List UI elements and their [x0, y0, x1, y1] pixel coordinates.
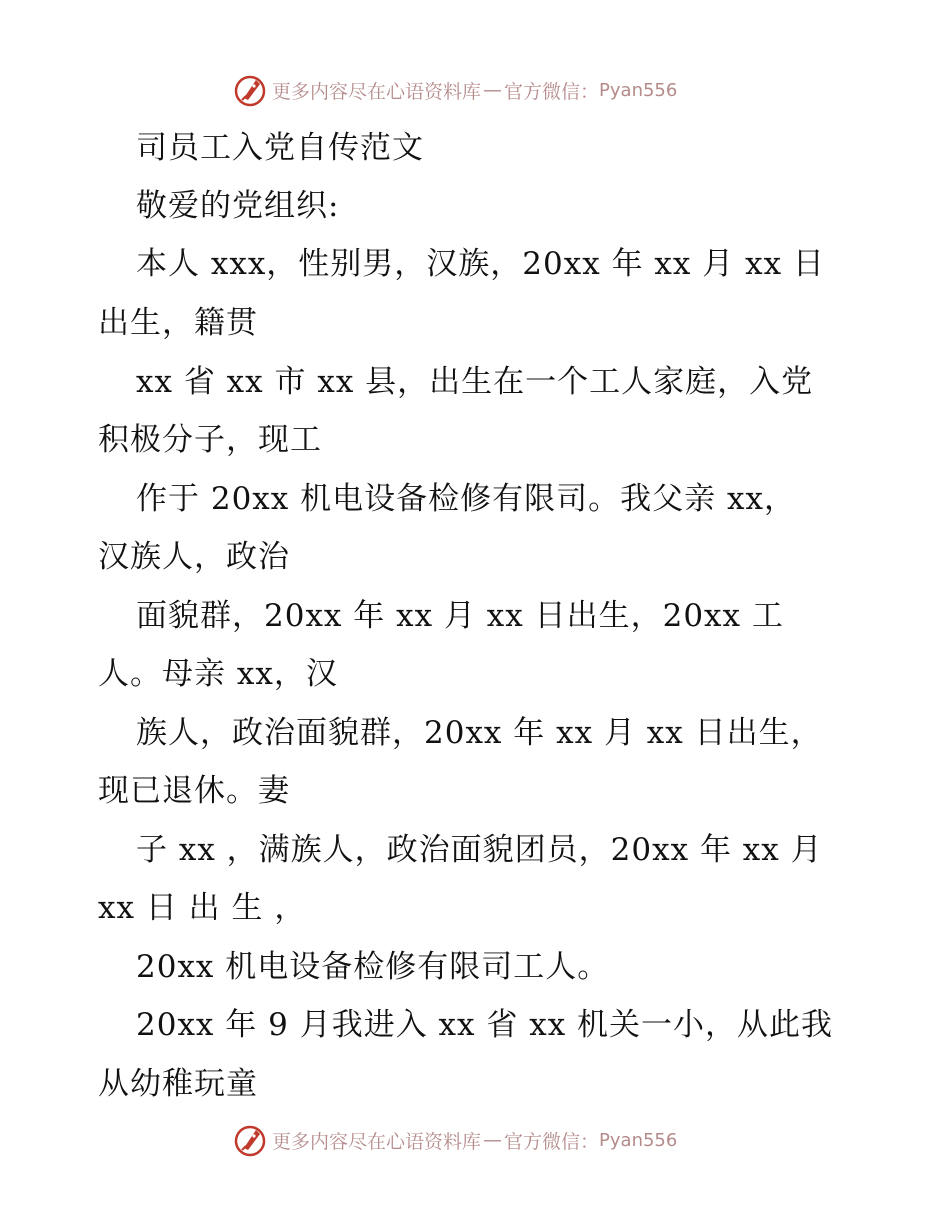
text-line: 现已退休。妻 — [98, 773, 290, 809]
pen-nib-logo-icon — [232, 72, 268, 108]
text-line: 20xx 年 9 月我进入 xx 省 xx 机关一小，从此我 — [136, 1007, 834, 1043]
watermark-separator: — — [483, 79, 503, 101]
watermark-footer — [232, 1122, 677, 1158]
watermark-text: 更多内容尽在心语资料库 — [272, 1130, 482, 1153]
pen-nib-logo-icon — [232, 1122, 268, 1158]
text-line: 人。母亲 xx，汉 — [98, 656, 338, 692]
watermark-id: Pyan556 — [599, 1129, 678, 1151]
text-line: 族人，政治面貌群，20xx 年 xx 月 xx 日出生， — [136, 715, 823, 751]
text-line: xx 日 出 生 ， — [98, 890, 307, 926]
text-line: 汉族人，政治 — [98, 539, 290, 575]
text-line: 面貌群，20xx 年 xx 月 xx 日出生，20xx 工 — [136, 598, 784, 634]
watermark-header — [232, 72, 677, 108]
text-line: xx 省 xx 市 xx 县，出生在一个工人家庭，入党 — [136, 364, 814, 400]
text-line: 子 xx ，满族人，政治面貌团员，20xx 年 xx 月 — [136, 832, 823, 868]
document-title: 司员工入党自传范文 — [136, 130, 424, 166]
text-line: 从幼稚玩童 — [98, 1066, 258, 1102]
watermark-id: Pyan556 — [599, 79, 678, 101]
watermark-suffix: 官方微信： — [504, 80, 600, 103]
text-line: 积极分子，现工 — [98, 422, 322, 458]
text-line: 作于 20xx 机电设备检修有限司。我父亲 xx， — [136, 481, 796, 517]
text-line: 20xx 机电设备检修有限司工人。 — [136, 949, 610, 985]
watermark-text: 更多内容尽在心语资料库 — [272, 80, 482, 103]
watermark-suffix: 官方微信： — [504, 1130, 600, 1153]
watermark-separator: — — [483, 1129, 503, 1151]
salutation: 敬爱的党组织: — [136, 188, 340, 224]
text-line: 本人 xxx，性别男，汉族，20xx 年 xx 月 xx 日 — [136, 246, 825, 282]
text-line: 出生，籍贯 — [98, 305, 258, 341]
